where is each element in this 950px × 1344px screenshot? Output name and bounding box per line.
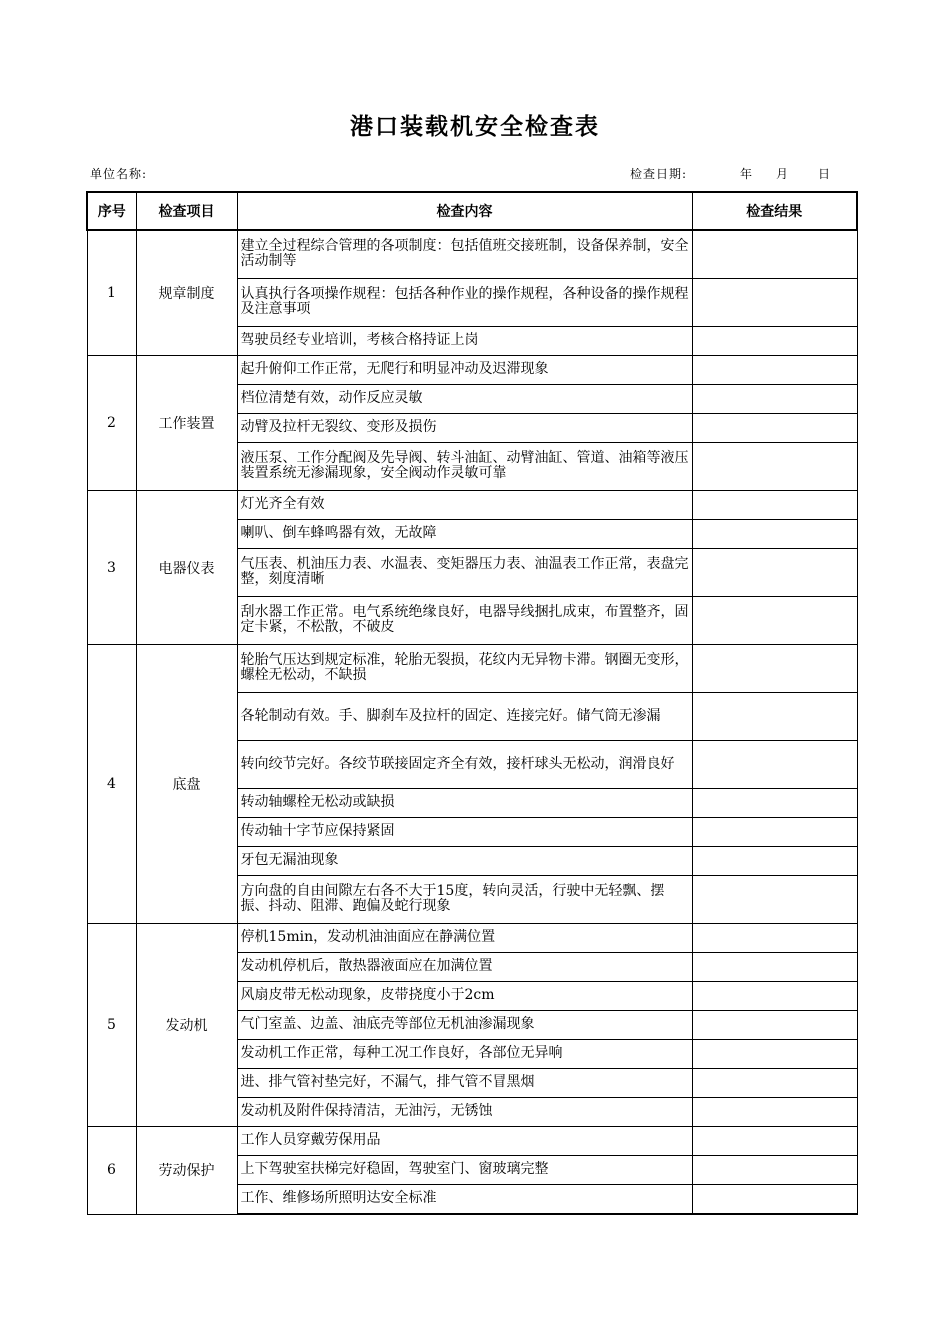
result-cell[interactable] [692, 414, 857, 443]
result-cell[interactable] [692, 818, 857, 847]
table-row [87, 230, 857, 279]
date-month-label: 月 [776, 167, 790, 181]
check-item: 气门室盖、边盖、油底壳等部位无机油渗漏现象 [237, 1011, 692, 1040]
result-cell[interactable] [692, 356, 857, 385]
check-item: 工作、维修场所照明达安全标准 [237, 1185, 692, 1215]
result-cell[interactable] [692, 520, 857, 549]
page-title: 港口装载机安全检查表 [350, 114, 600, 140]
result-cell[interactable] [692, 876, 857, 924]
check-item: 转动轴螺栓无松动或缺损 [237, 789, 692, 818]
group-category: 底盘 [136, 645, 237, 924]
result-cell[interactable] [692, 1185, 857, 1215]
group-category: 劳动保护 [136, 1127, 237, 1215]
group-number: 2 [87, 356, 136, 491]
result-cell[interactable] [692, 847, 857, 876]
table-row [87, 491, 857, 520]
check-item: 刮水器工作正常。电气系统绝缘良好，电器导线捆扎成束，布置整齐，固定卡紧，不松散，不破皮 [237, 597, 692, 645]
group-category: 发动机 [136, 924, 237, 1127]
result-cell[interactable] [692, 385, 857, 414]
result-cell[interactable] [692, 491, 857, 520]
check-item: 发动机停机后，散热器液面应在加满位置 [237, 953, 692, 982]
result-cell[interactable] [692, 1040, 857, 1069]
column-header-no: 序号 [87, 192, 136, 230]
column-header-content: 检查内容 [237, 192, 692, 230]
result-cell[interactable] [692, 279, 857, 327]
check-item: 发动机工作正常，每种工况工作良好，各部位无异响 [237, 1040, 692, 1069]
result-cell[interactable] [692, 645, 857, 693]
result-cell[interactable] [692, 982, 857, 1011]
check-item: 气压表、机油压力表、水温表、变矩器压力表、油温表工作正常，表盘完整，刻度清晰 [237, 549, 692, 597]
result-cell[interactable] [692, 597, 857, 645]
group-number: 6 [87, 1127, 136, 1215]
group-number: 1 [87, 230, 136, 356]
result-cell[interactable] [692, 230, 857, 279]
check-item: 转向绞节完好。各绞节联接固定齐全有效，接杆球头无松动，润滑良好 [237, 741, 692, 789]
date-day-label: 日 [818, 167, 832, 181]
table-row [87, 645, 857, 693]
column-header-result: 检查结果 [692, 192, 857, 230]
inspection-date-label: 检查日期: [630, 167, 688, 181]
group-category: 工作装置 [136, 356, 237, 491]
group-number: 4 [87, 645, 136, 924]
check-item: 轮胎气压达到规定标准，轮胎无裂损，花纹内无异物卡滞。钢圈无变形，螺栓无松动，不缺损 [237, 645, 692, 693]
table-row [87, 924, 857, 953]
check-item: 发动机及附件保持清洁，无油污，无锈蚀 [237, 1098, 692, 1127]
check-item: 动臂及拉杆无裂纹、变形及损伤 [237, 414, 692, 443]
result-cell[interactable] [692, 443, 857, 491]
check-item: 灯光齐全有效 [237, 491, 692, 520]
table-row [87, 356, 857, 385]
check-item: 停机15min，发动机油油面应在静满位置 [237, 924, 692, 953]
check-item: 档位清楚有效，动作反应灵敏 [237, 385, 692, 414]
result-cell[interactable] [692, 953, 857, 982]
result-cell[interactable] [692, 549, 857, 597]
result-cell[interactable] [692, 1011, 857, 1040]
date-year-label: 年 [740, 167, 754, 181]
check-item: 传动轴十字节应保持紧固 [237, 818, 692, 847]
check-item: 上下驾驶室扶梯完好稳固，驾驶室门、窗玻璃完整 [237, 1156, 692, 1185]
result-cell[interactable] [692, 741, 857, 789]
result-cell[interactable] [692, 924, 857, 953]
column-header-category: 检查项目 [136, 192, 237, 230]
result-cell[interactable] [692, 1127, 857, 1156]
result-cell[interactable] [692, 1098, 857, 1127]
check-item: 方向盘的自由间隙左右各不大于15度，转向灵活，行驶中无轻飘、摆振、抖动、阻滞、跑偏及蛇行现象 [237, 876, 692, 924]
check-item: 建立全过程综合管理的各项制度：包括值班交接班制，设备保养制，安全活动制等 [237, 230, 692, 279]
check-item: 认真执行各项操作规程：包括各种作业的操作规程，各种设备的操作规程及注意事项 [237, 279, 692, 327]
result-cell[interactable] [692, 1156, 857, 1185]
table-header-row [87, 192, 857, 230]
check-item: 风扇皮带无松动现象，皮带挠度小于2cm [237, 982, 692, 1011]
group-category: 规章制度 [136, 230, 237, 356]
result-cell[interactable] [692, 1069, 857, 1098]
unit-name-label: 单位名称: [90, 167, 148, 181]
table-row [87, 1127, 857, 1156]
result-cell[interactable] [692, 693, 857, 741]
result-cell[interactable] [692, 789, 857, 818]
check-item: 驾驶员经专业培训，考核合格持证上岗 [237, 327, 692, 356]
group-category: 电器仪表 [136, 491, 237, 645]
check-item: 各轮制动有效。手、脚刹车及拉杆的固定、连接完好。储气筒无渗漏 [237, 693, 692, 741]
check-item: 起升俯仰工作正常，无爬行和明显冲动及迟滞现象 [237, 356, 692, 385]
group-number: 5 [87, 924, 136, 1127]
group-number: 3 [87, 491, 136, 645]
check-item: 牙包无漏油现象 [237, 847, 692, 876]
check-item: 液压泵、工作分配阀及先导阀、转斗油缸、动臂油缸、管道、油箱等液压装置系统无渗漏现象，安全阀动作灵敏可靠 [237, 443, 692, 491]
result-cell[interactable] [692, 327, 857, 356]
check-item: 进、排气管衬垫完好，不漏气，排气管不冒黑烟 [237, 1069, 692, 1098]
check-item: 喇叭、倒车蜂鸣器有效，无故障 [237, 520, 692, 549]
inspection-table [86, 191, 858, 1215]
check-item: 工作人员穿戴劳保用品 [237, 1127, 692, 1156]
